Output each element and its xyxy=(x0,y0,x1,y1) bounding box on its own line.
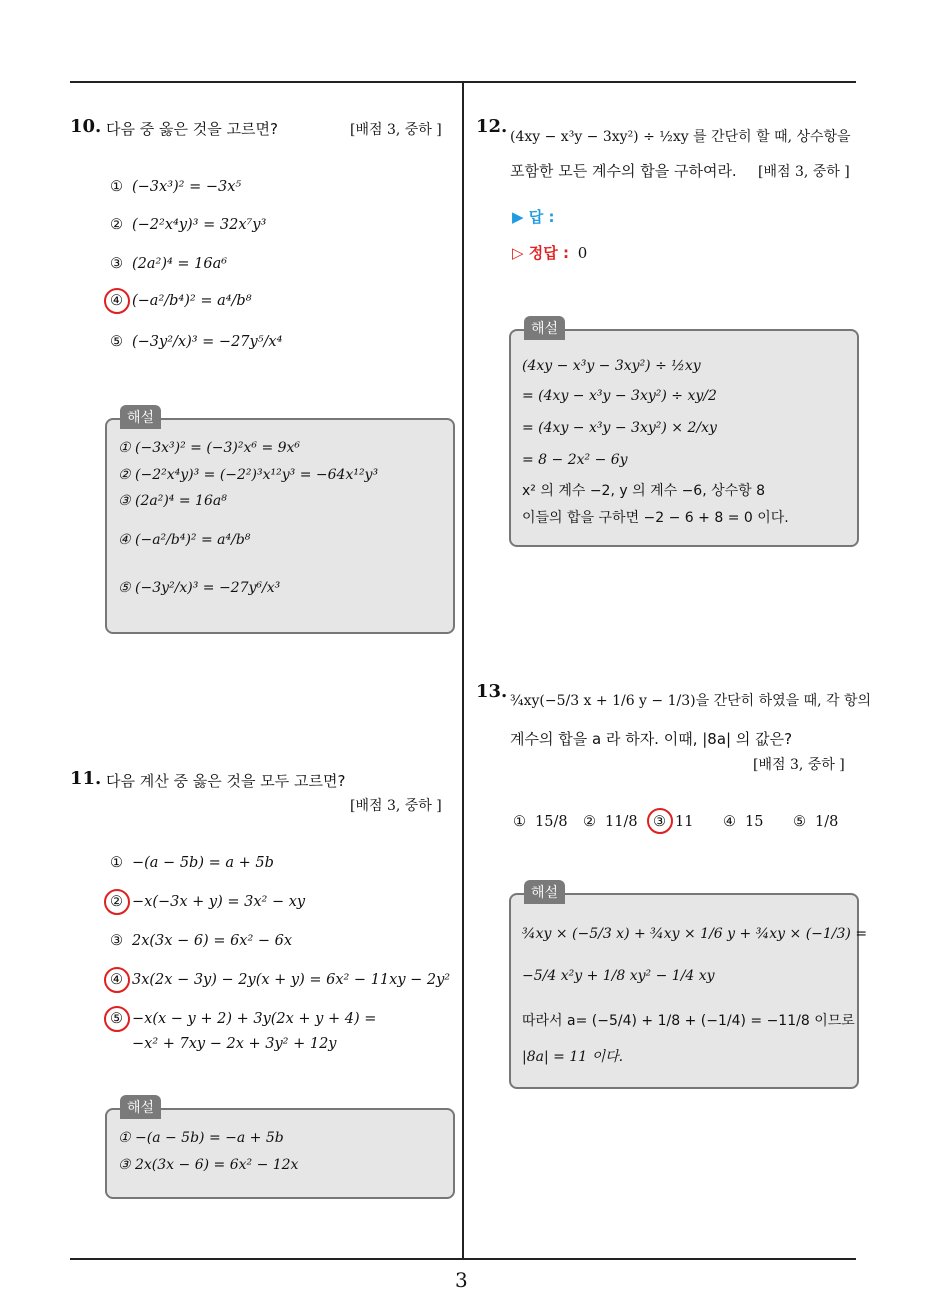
q11-option-3[interactable]: ③ 2x(3x − 6) = 6x² − 6x xyxy=(110,933,293,949)
q11-answer-circle-5 xyxy=(104,1006,130,1032)
q12-correct-label: ▷ 정답 : xyxy=(512,244,569,262)
q12-text-line2: 포함한 모든 계수의 합을 구하여라. xyxy=(510,162,737,180)
q10-option-4[interactable]: ④ (−a²/b⁴)² = a⁴/b⁸ xyxy=(110,293,252,309)
q13-solution-tag: 해설 xyxy=(524,880,565,904)
q13-option-3[interactable]: ③ 11 xyxy=(653,814,694,830)
q10-option-1[interactable]: ① (−3x³)² = −3x⁵ xyxy=(110,179,242,195)
q10-solution-line: ③ (2a²)⁴ = 16a⁸ xyxy=(118,493,227,509)
q10-solution-line: ④ (−a²/b⁴)² = a⁴/b⁸ xyxy=(118,532,251,548)
q11-text: 다음 계산 중 옳은 것을 모두 고르면? xyxy=(106,772,346,790)
q12-solution-tag: 해설 xyxy=(524,316,565,340)
q10-solution-line: ② (−2²x⁴y)³ = (−2²)³x¹²y³ = −64x¹²y³ xyxy=(118,467,379,483)
q11-solution-line: ① −(a − 5b) = −a + 5b xyxy=(118,1130,284,1146)
q13-answer-circle xyxy=(647,808,673,834)
page-number: 3 xyxy=(455,1268,468,1292)
q13-solution-line: 따라서 a= (−5/4) + 1/8 + (−1/4) = −11/8 이므로 xyxy=(522,1013,855,1029)
q12-correct-value: 0 xyxy=(577,244,588,262)
q10-meta: [배점 3, 중하 ] xyxy=(350,122,442,138)
q13-option-5[interactable]: ⑤ 1/8 xyxy=(793,814,839,830)
q10-answer-circle xyxy=(104,288,130,314)
q13-solution-line: −5/4 x²y + 1/8 xy² − 1/4 xy xyxy=(522,968,715,984)
q12-number: 12. xyxy=(476,116,508,137)
q11-meta: [배점 3, 중하 ] xyxy=(350,798,442,814)
q10-option-2[interactable]: ② (−2²x⁴y)³ = 32x⁷y³ xyxy=(110,217,267,233)
q12-meta: [배점 3, 중하 ] xyxy=(758,164,850,180)
q11-option-2[interactable]: ② −x(−3x + y) = 3x² − xy xyxy=(110,894,306,910)
q12-text-line1: (4xy − x³y − 3xy²) ÷ ½xy 를 간단히 할 때, 상수항을 xyxy=(510,129,851,145)
q12-solution-line: x² 의 계수 −2, y 의 계수 −6, 상수항 8 xyxy=(522,483,766,499)
q13-text-line2: 계수의 합을 a 라 하자. 이때, |8a| 의 값은? xyxy=(510,730,793,748)
q13-meta: [배점 3, 중하 ] xyxy=(753,757,845,773)
q10-option-3[interactable]: ③ (2a²)⁴ = 16a⁶ xyxy=(110,256,228,272)
q11-solution-tag: 해설 xyxy=(120,1095,161,1119)
q10-solution-line: ⑤ (−3y²/x)³ = −27y⁶/x³ xyxy=(118,580,281,596)
column-divider xyxy=(462,82,464,1259)
q12-solution-line: 이들의 합을 구하면 −2 − 6 + 8 = 0 이다. xyxy=(522,510,789,526)
q11-option-5-cont: −x² + 7xy − 2x + 3y² + 12y xyxy=(132,1036,337,1052)
q11-option-5[interactable]: ⑤ −x(x − y + 2) + 3y(2x + y + 4) = xyxy=(110,1011,377,1027)
q13-number: 13. xyxy=(476,681,508,702)
q10-option-5[interactable]: ⑤ (−3y²/x)³ = −27y⁵/x⁴ xyxy=(110,334,283,350)
q11-number: 11. xyxy=(70,768,102,789)
q12-solution-line: = 8 − 2x² − 6y xyxy=(522,452,628,468)
q10-number: 10. xyxy=(70,116,102,137)
q11-option-1[interactable]: ① −(a − 5b) = a + 5b xyxy=(110,855,274,871)
q13-option-1[interactable]: ① 15/8 xyxy=(513,814,568,830)
q12-correct-answer xyxy=(512,242,587,263)
q11-answer-circle-2 xyxy=(104,889,130,915)
q13-text-line1: ¾xy(−5/3 x + 1/6 y − 1/3)을 간단히 하였을 때, 각 항의 xyxy=(510,693,872,709)
q11-answer-circle-4 xyxy=(104,967,130,993)
q11-option-4[interactable]: ④ 3x(2x − 3y) − 2y(x + y) = 6x² − 11xy − 2y² xyxy=(110,972,451,988)
q13-solution-line: |8a| = 11 이다. xyxy=(522,1049,624,1065)
q10-text: 다음 중 옳은 것을 고르면? xyxy=(106,120,278,138)
bottom-rule xyxy=(70,1258,856,1260)
q12-solution-line: = (4xy − x³y − 3xy²) ÷ xy/2 xyxy=(522,388,717,404)
q12-solution-line: (4xy − x³y − 3xy²) ÷ ½xy xyxy=(522,358,701,374)
q13-option-4[interactable]: ④ 15 xyxy=(723,814,764,830)
q13-solution-line: ¾xy × (−5/3 x) + ¾xy × 1/6 y + ¾xy × (−1/3) = xyxy=(522,926,868,942)
q11-solution-box xyxy=(105,1108,455,1199)
q12-solution-line: = (4xy − x³y − 3xy²) × 2/xy xyxy=(522,420,717,436)
q12-answer-label: ▶ 답 : xyxy=(512,208,555,226)
q10-solution-tag: 해설 xyxy=(120,405,161,429)
q10-solution-line: ① (−3x³)² = (−3)²x⁶ = 9x⁶ xyxy=(118,440,301,456)
q11-solution-line: ③ 2x(3x − 6) = 6x² − 12x xyxy=(118,1157,299,1173)
q13-option-2[interactable]: ② 11/8 xyxy=(583,814,638,830)
